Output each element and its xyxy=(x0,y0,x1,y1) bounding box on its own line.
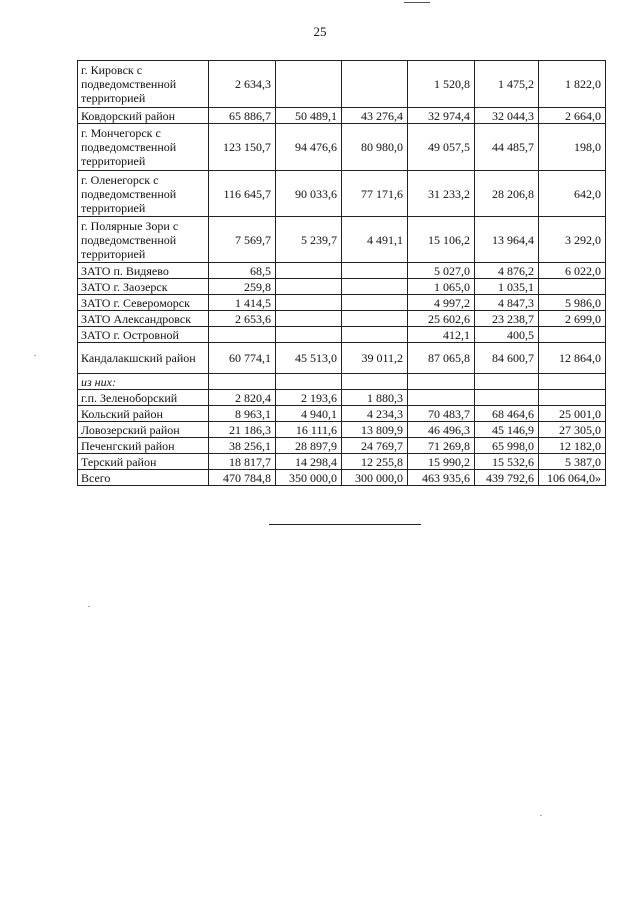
row-value-1: 259,8 xyxy=(209,279,276,295)
row-value-5 xyxy=(475,390,539,406)
row-value-5: 28 206,8 xyxy=(475,171,539,217)
table-row xyxy=(78,454,606,470)
row-value-6: 106 064,0» xyxy=(539,470,606,486)
row-value-6 xyxy=(539,327,606,343)
top-edge-mark xyxy=(404,2,430,3)
row-value-4: 463 935,6 xyxy=(408,470,475,486)
row-value-4 xyxy=(408,374,475,390)
row-value-4: 32 974,4 xyxy=(408,108,475,124)
row-value-1: 123 150,7 xyxy=(209,124,276,171)
row-value-4: 46 496,3 xyxy=(408,422,475,438)
row-value-2 xyxy=(276,374,342,390)
row-value-5: 439 792,6 xyxy=(475,470,539,486)
row-value-3 xyxy=(342,327,408,343)
row-value-4: 15 106,2 xyxy=(408,217,475,263)
row-value-2: 90 033,6 xyxy=(276,171,342,217)
row-value-5: 4 876,2 xyxy=(475,263,539,279)
row-value-6: 12 182,0 xyxy=(539,438,606,454)
table-row xyxy=(78,406,606,422)
scan-speck xyxy=(540,815,542,816)
table-body xyxy=(78,61,606,486)
row-name: ЗАТО г. Островной xyxy=(78,327,209,343)
row-value-2: 4 940,1 xyxy=(276,406,342,422)
row-value-5: 13 964,4 xyxy=(475,217,539,263)
row-value-6: 5 986,0 xyxy=(539,295,606,311)
row-value-3 xyxy=(342,374,408,390)
row-name: из них: xyxy=(78,374,209,390)
row-value-3: 300 000,0 xyxy=(342,470,408,486)
table-row xyxy=(78,108,606,124)
row-value-6: 1 822,0 xyxy=(539,61,606,108)
scan-speck xyxy=(88,606,90,607)
stray-tick-mark: ʹ xyxy=(474,336,476,346)
row-value-6: 12 864,0 xyxy=(539,343,606,374)
row-value-1: 38 256,1 xyxy=(209,438,276,454)
row-value-2 xyxy=(276,279,342,295)
row-name: г. Кировск с подведомственной территорией xyxy=(78,61,209,108)
row-value-1: 2 634,3 xyxy=(209,61,276,108)
row-value-1: 116 645,7 xyxy=(209,171,276,217)
row-value-6: 2 699,0 xyxy=(539,311,606,327)
row-value-5: 23 238,7 xyxy=(475,311,539,327)
row-value-6 xyxy=(539,279,606,295)
row-value-4: 71 269,8 xyxy=(408,438,475,454)
row-value-2: 16 111,6 xyxy=(276,422,342,438)
row-value-1: 2 820,4 xyxy=(209,390,276,406)
row-value-5: 44 485,7 xyxy=(475,124,539,171)
row-value-6: 642,0 xyxy=(539,171,606,217)
row-value-3 xyxy=(342,61,408,108)
row-value-2 xyxy=(276,263,342,279)
row-value-1: 8 963,1 xyxy=(209,406,276,422)
table-row xyxy=(78,61,606,108)
row-value-3: 39 011,2 xyxy=(342,343,408,374)
row-value-2 xyxy=(276,295,342,311)
row-value-1: 21 186,3 xyxy=(209,422,276,438)
row-value-4: 31 233,2 xyxy=(408,171,475,217)
row-name: г.п. Зеленоборский xyxy=(78,390,209,406)
row-name: Ловозерский район xyxy=(78,422,209,438)
row-name: г. Мончегорск с подведомственной территорией xyxy=(78,124,209,171)
row-value-5 xyxy=(475,374,539,390)
row-value-6: 6 022,0 xyxy=(539,263,606,279)
row-value-4: 412,1 xyxy=(408,327,475,343)
row-value-2: 28 897,9 xyxy=(276,438,342,454)
row-name: г. Полярные Зори с подведомственной территорией xyxy=(78,217,209,263)
row-value-2: 94 476,6 xyxy=(276,124,342,171)
row-value-4: 5 027,0 xyxy=(408,263,475,279)
row-value-4 xyxy=(408,390,475,406)
table-row xyxy=(78,295,606,311)
table-row xyxy=(78,327,606,343)
row-value-2: 5 239,7 xyxy=(276,217,342,263)
table-row xyxy=(78,311,606,327)
row-value-5: 68 464,6 xyxy=(475,406,539,422)
row-name: г. Оленегорск с подведомственной территорией xyxy=(78,171,209,217)
row-value-6: 3 292,0 xyxy=(539,217,606,263)
row-value-3: 12 255,8 xyxy=(342,454,408,470)
row-value-1: 2 653,6 xyxy=(209,311,276,327)
row-value-2: 45 513,0 xyxy=(276,343,342,374)
row-name: Терский район xyxy=(78,454,209,470)
row-value-1: 18 817,7 xyxy=(209,454,276,470)
row-value-3 xyxy=(342,263,408,279)
row-value-2: 14 298,4 xyxy=(276,454,342,470)
table-row xyxy=(78,217,606,263)
row-value-2 xyxy=(276,61,342,108)
row-value-6: 198,0 xyxy=(539,124,606,171)
row-value-5: 1 475,2 xyxy=(475,61,539,108)
row-value-3: 13 809,9 xyxy=(342,422,408,438)
row-value-1 xyxy=(209,327,276,343)
row-value-2: 350 000,0 xyxy=(276,470,342,486)
table-row xyxy=(78,374,606,390)
row-name: Ковдорский район xyxy=(78,108,209,124)
row-value-4: 1 520,8 xyxy=(408,61,475,108)
row-name: Кандалакшский район xyxy=(78,343,209,374)
row-value-4: 70 483,7 xyxy=(408,406,475,422)
row-value-1: 7 569,7 xyxy=(209,217,276,263)
row-name: ЗАТО Александровск xyxy=(78,311,209,327)
row-name: ЗАТО г. Заозерск xyxy=(78,279,209,295)
row-value-3: 24 769,7 xyxy=(342,438,408,454)
row-name: Печенгский район xyxy=(78,438,209,454)
row-value-1: 60 774,1 xyxy=(209,343,276,374)
row-value-4: 4 997,2 xyxy=(408,295,475,311)
table-row xyxy=(78,422,606,438)
row-value-3 xyxy=(342,311,408,327)
row-value-4: 15 990,2 xyxy=(408,454,475,470)
row-value-6: 2 664,0 xyxy=(539,108,606,124)
row-value-2: 50 489,1 xyxy=(276,108,342,124)
page-number: 25 xyxy=(313,24,327,39)
row-value-1: 68,5 xyxy=(209,263,276,279)
row-value-5: 65 998,0 xyxy=(475,438,539,454)
table-row xyxy=(78,279,606,295)
row-value-3: 4 234,3 xyxy=(342,406,408,422)
row-value-3: 1 880,3 xyxy=(342,390,408,406)
row-value-3: 4 491,1 xyxy=(342,217,408,263)
row-value-1 xyxy=(209,374,276,390)
row-value-3: 77 171,6 xyxy=(342,171,408,217)
row-value-6: 25 001,0 xyxy=(539,406,606,422)
row-value-4: 1 065,0 xyxy=(408,279,475,295)
row-name: ЗАТО г. Североморск xyxy=(78,295,209,311)
row-value-6: 27 305,0 xyxy=(539,422,606,438)
row-value-1: 470 784,8 xyxy=(209,470,276,486)
row-name: Всего xyxy=(78,470,209,486)
table-row-total xyxy=(78,470,606,486)
row-value-5: 15 532,6 xyxy=(475,454,539,470)
table-row xyxy=(78,343,606,374)
row-name: ЗАТО п. Видяево xyxy=(78,263,209,279)
end-separator-line xyxy=(269,524,421,525)
row-value-5: 400,5 xyxy=(475,327,539,343)
row-value-4: 25 602,6 xyxy=(408,311,475,327)
row-value-6 xyxy=(539,390,606,406)
table-row xyxy=(78,171,606,217)
table-row xyxy=(78,263,606,279)
row-value-5: 32 044,3 xyxy=(475,108,539,124)
scan-speck xyxy=(34,355,36,356)
row-value-2 xyxy=(276,327,342,343)
row-value-3 xyxy=(342,295,408,311)
row-value-1: 1 414,5 xyxy=(209,295,276,311)
row-value-5: 1 035,1 xyxy=(475,279,539,295)
table-row xyxy=(78,390,606,406)
row-value-3: 43 276,4 xyxy=(342,108,408,124)
row-value-2 xyxy=(276,311,342,327)
row-value-6 xyxy=(539,374,606,390)
row-value-5: 84 600,7 xyxy=(475,343,539,374)
table-row xyxy=(78,124,606,171)
row-value-3 xyxy=(342,279,408,295)
row-value-2: 2 193,6 xyxy=(276,390,342,406)
row-value-5: 4 847,3 xyxy=(475,295,539,311)
budget-table xyxy=(77,60,606,486)
table-row xyxy=(78,438,606,454)
row-value-3: 80 980,0 xyxy=(342,124,408,171)
row-value-6: 5 387,0 xyxy=(539,454,606,470)
row-value-4: 87 065,8 xyxy=(408,343,475,374)
row-value-1: 65 886,7 xyxy=(209,108,276,124)
row-value-5: 45 146,9 xyxy=(475,422,539,438)
row-name: Кольский район xyxy=(78,406,209,422)
row-value-4: 49 057,5 xyxy=(408,124,475,171)
